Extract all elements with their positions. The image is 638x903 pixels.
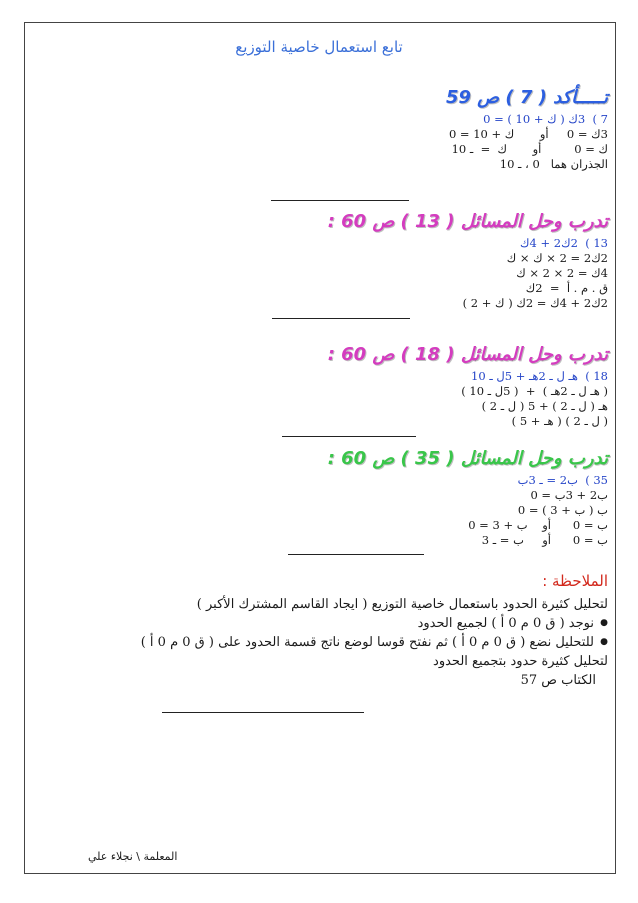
exercise-line: 35 ) ب2 = ـ 3ب xyxy=(517,473,608,487)
exercise-line: ( هـ ل ـ 2هـ ) + ( 5ل ـ 10 ) xyxy=(461,384,608,398)
note-bullet xyxy=(48,614,608,633)
note-section xyxy=(48,572,608,690)
divider xyxy=(162,712,364,713)
exercise-line: ك = 0 أو ك = ـ 10 xyxy=(451,142,608,156)
exercise-line: ب ( ب + 3 ) = 0 xyxy=(517,503,608,517)
exercise-line: 2ك2 + 4ك = 2ك ( ك + 2 ) xyxy=(462,296,608,310)
section-lines xyxy=(308,473,608,548)
exercise-line: ( ل ـ 2 ) ( هـ + 5 ) xyxy=(511,414,608,428)
exercise-line: ق . م . أ = 2ك xyxy=(525,281,608,295)
section-lines xyxy=(308,112,608,172)
exercise-line: 2ك2 = 2 × ك × ك xyxy=(506,251,608,265)
note-heading: الملاحظة : xyxy=(542,572,608,590)
exercise-line: 7 ) 3ك ( ك + 10 ) = 0 xyxy=(483,112,608,126)
divider xyxy=(282,436,416,437)
section-heading: تـــــأكد ( 7 ) ص 59 xyxy=(445,87,608,108)
exercise-line: 4ك = 2 × 2 × ك xyxy=(516,266,608,280)
exercise-line: هـ ( ل ـ 2 ) + 5 ( ل ـ 2 ) xyxy=(481,399,608,413)
note-bullet xyxy=(48,633,608,652)
section-2 xyxy=(308,210,608,311)
exercise-line: 18 ) هـ ل ـ 2هـ + 5ل ـ 10 xyxy=(471,369,608,383)
section-heading: تدرب وحل المسائل ( 13 ) ص 60 : xyxy=(327,211,608,232)
exercise-line: 3ك = 0 أو ك + 10 = 0 xyxy=(448,127,608,141)
note-line: لتحليل كثيرة حدود بتجميع الحدود xyxy=(433,654,608,669)
note-bullet-text: للتحليل نضع ( ق 0 م 0 أ ) ثم نفتح قوسا لوضع ناتج قسمة الحدود على ( ق 0 م 0 أ ) xyxy=(140,635,594,650)
section-4 xyxy=(308,447,608,548)
exercise-line: ب2 + 3ب = 0 xyxy=(530,488,608,502)
page-title: تابع استعمال خاصية التوزيع xyxy=(235,38,403,56)
note-line: لتحليل كثيرة الحدود باستعمال خاصية التوزيع ( ايجاد القاسم المشترك الأكبر ) xyxy=(196,597,608,612)
section-1 xyxy=(308,86,608,172)
exercise-line: 13 ) 2ك2 + 4ك xyxy=(520,236,608,250)
exercise-line: ب = 0 أو ب = ـ 3 xyxy=(481,533,608,547)
section-lines xyxy=(308,236,608,311)
section-3 xyxy=(308,343,608,429)
divider xyxy=(271,200,409,201)
exercise-line: ب = 0 أو ب + 3 = 0 xyxy=(468,518,608,532)
divider xyxy=(288,554,424,555)
exercise-line: الجذران هما 0 ، ـ 10 xyxy=(499,157,608,171)
note-book-ref: الكتاب ص 57 xyxy=(520,673,596,688)
section-lines xyxy=(308,369,608,429)
section-heading: تدرب وحل المسائل ( 18 ) ص 60 : xyxy=(327,344,608,365)
divider xyxy=(272,318,410,319)
teacher-signature: المعلمة \ نجلاء علي xyxy=(88,850,178,863)
section-heading: تدرب وحل المسائل ( 35 ) ص 60 : xyxy=(327,448,608,469)
note-bullet-text: نوجد ( ق 0 م 0 أ ) لجميع الحدود xyxy=(417,616,594,631)
